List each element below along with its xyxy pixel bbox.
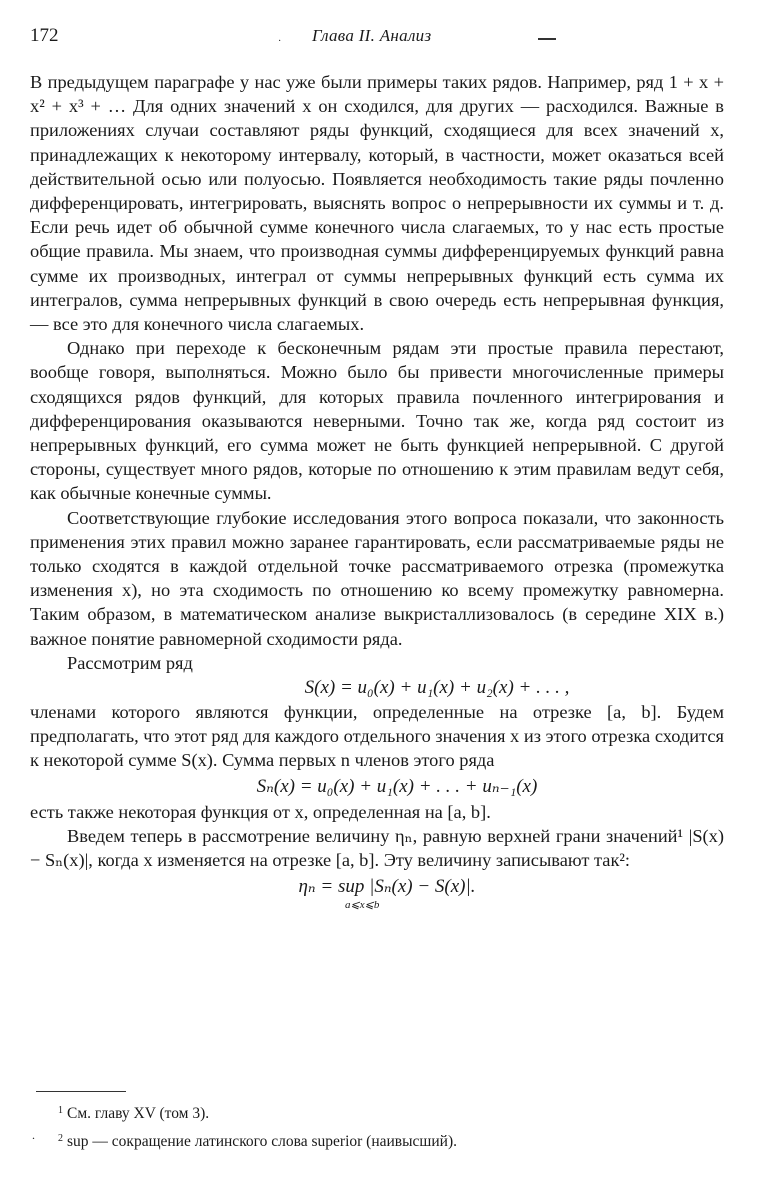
footnote-divider bbox=[36, 1091, 126, 1092]
page-header bbox=[30, 22, 730, 52]
footnote-2 bbox=[58, 1126, 718, 1154]
formula-series: S(x) = u₀(x) + u₁(x) + u₂(x) + . . . , bbox=[304, 677, 570, 699]
paragraph-2: Однако при переходе к бесконечным рядам эти простые правила перестают, вообще говоря, выполняться. Можно было бы привести многочисленные примеры сходящихся рядов функций, для которых правила почленного интегрирования и дифференцирования оказываются неверными. Точно так же, когда ряд состоит из непрерывных функций, его сумма может не быть функцией непрерывной. С другой стороны, существует много рядов, которые по отношению к этим правилам ведут себя, как обычные конечные суммы. bbox=[30, 338, 724, 504]
print-speck: · bbox=[278, 36, 282, 47]
footnote-2-text: sup — сокращение латинского слова superior (наивысший). bbox=[67, 1133, 457, 1150]
paragraph-7: Введем теперь в рассмотрение величину ηₙ, равную верхней грани значений¹ |S(x) − Sₙ(x)|, когда x изменяется на отрезке [a, b]. Эту величину записывают так²: bbox=[30, 825, 724, 871]
print-dash bbox=[538, 38, 556, 40]
paragraph-5: членами которого являются функции, определенные на отрезке [a, b]. Будем предполагать, что этот ряд для каждого отдельного значения x из этого отрезка сходится к некоторой сумме S(x). Сумма первых n членов этого ряда bbox=[30, 702, 724, 771]
formula-partial-sum: Sₙ(x) = u₀(x) + u₁(x) + . . . + uₙ₋₁(x) bbox=[256, 775, 538, 797]
footnotes bbox=[58, 1098, 718, 1154]
footnote-1 bbox=[58, 1098, 718, 1126]
paragraph-1: В предыдущем параграфе у нас уже были примеры таких рядов. Например, ряд 1 + x + x² + x³ + … Для одних значений x он сходился, для других — расходился. Важные в приложениях случаи составляют ряды функций, сходящиеся для всех значений x, принадлежащих к некоторому интервалу, который, в частности, может оказаться всей действительной осью или полуосью. Появляется необходимость такие ряды почленно дифференцировать, интегрировать, выяснять вопрос о непрерывности их суммы и т. д. Если речь идет об обычной сумме конечного числа слагаемых, то у нас есть простые общие правила. Мы знаем, что производная суммы дифференцируемых функций равна сумме их производных, интеграл от суммы непрерывных функций есть сумма их интегралов, сумма непрерывных функций в свою очередь есть непрерывная функция, — все это для конечного числа слагаемых. bbox=[30, 72, 724, 335]
footnote-2-mark: 2 bbox=[58, 1133, 63, 1144]
formula-sup-range: a⩽x⩽b bbox=[345, 899, 380, 912]
running-title: Глава II. Анализ bbox=[312, 26, 432, 45]
page-number: 172 bbox=[30, 25, 59, 46]
formula-sup bbox=[30, 872, 724, 916]
main-text bbox=[30, 70, 724, 916]
paragraph-4-lead: Рассмотрим ряд bbox=[67, 652, 193, 673]
paragraph-6: есть также некоторая функция от x, определенная на [a, b]. bbox=[30, 801, 491, 822]
paragraph-3: Соответствующие глубокие исследования этого вопроса показали, что законность применения этих правил можно заранее гарантировать, если рассматриваемые ряды не только сходятся в каждой отдельной точке рассматриваемого отрезка (промежутка изменения x), но эта сходимость по отношению ко всему промежутку равномерна. Таким образом, в математическом анализе выкристаллизовалось (в середине XIX в.) важное понятие равномерной сходимости ряда. bbox=[30, 507, 724, 649]
footnote-1-mark: 1 bbox=[58, 1105, 63, 1116]
print-speck-footnote: . bbox=[32, 1128, 35, 1142]
footnote-1-text: См. главу XV (том 3). bbox=[67, 1105, 210, 1122]
formula-sup-main: ηₙ = sup |Sₙ(x) − S(x)|. bbox=[298, 876, 476, 898]
